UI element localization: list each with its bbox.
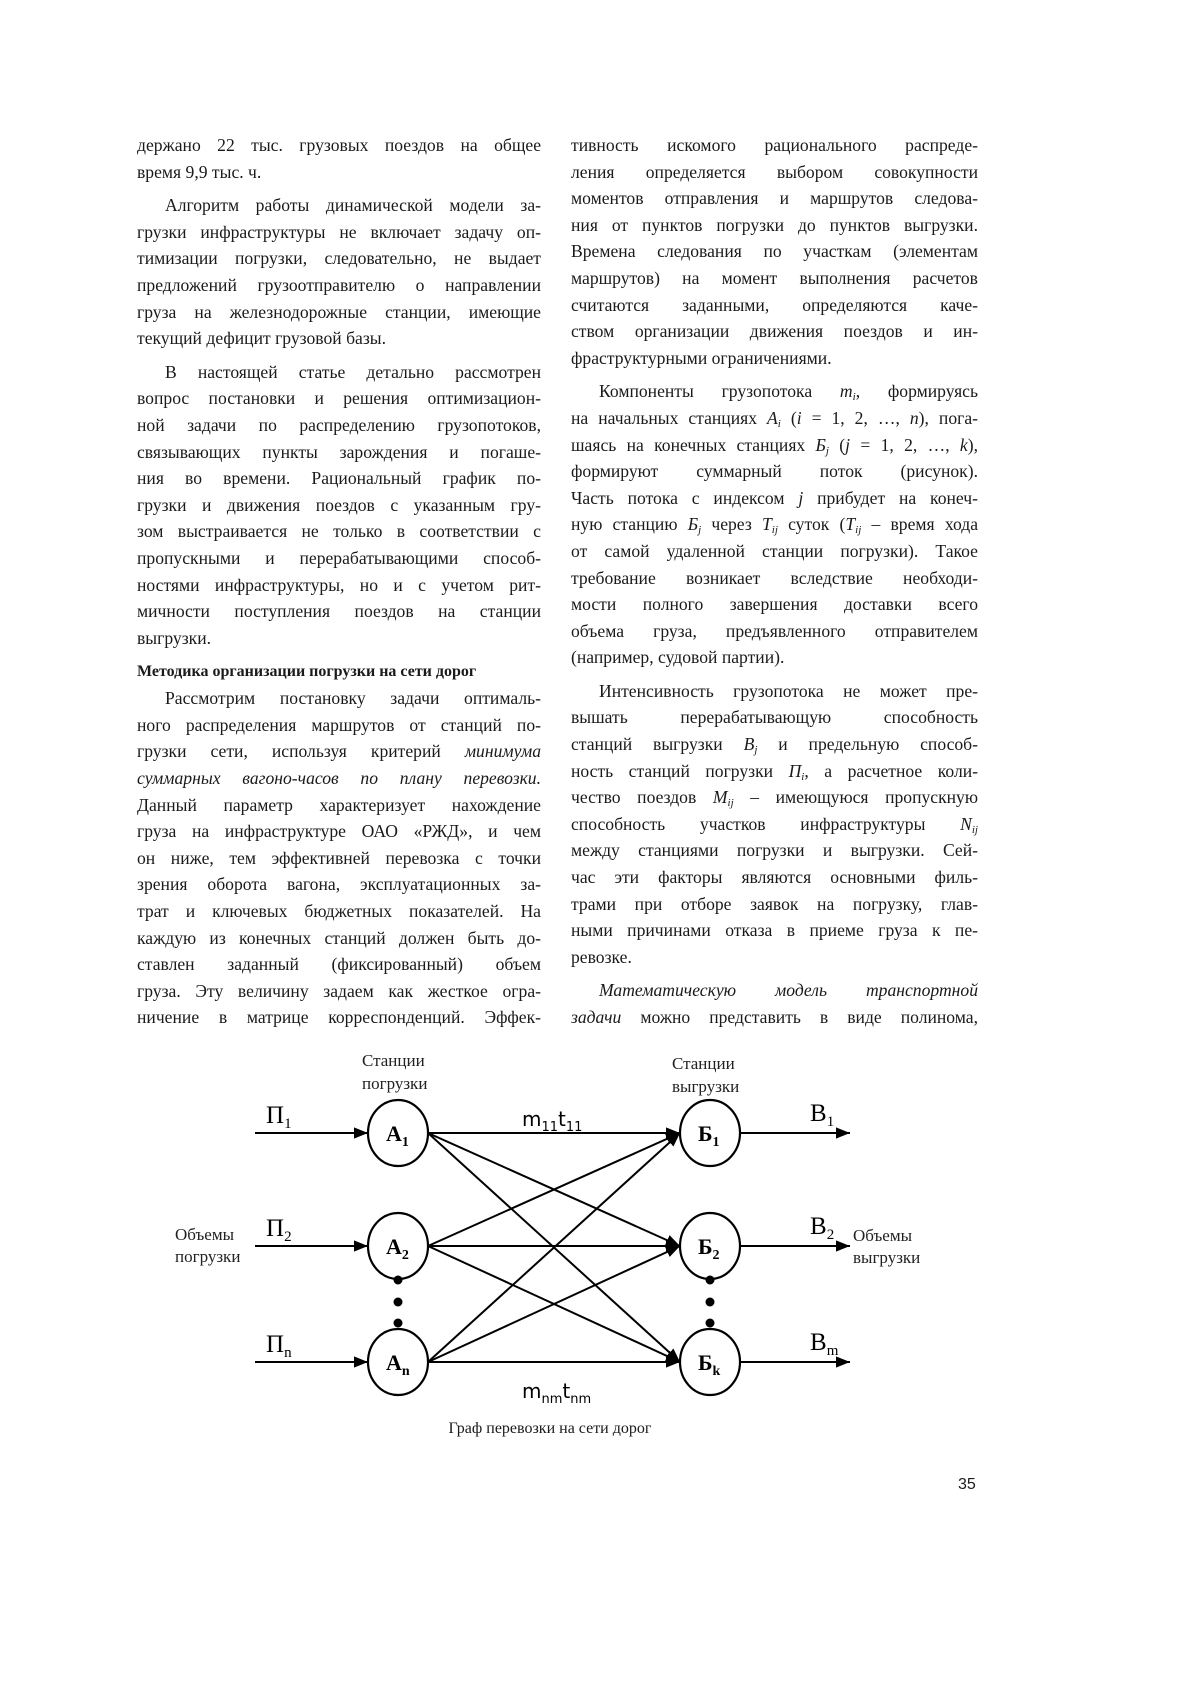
node-label: Б2: [698, 1234, 720, 1263]
text: ), пога-: [919, 408, 978, 428]
text: держано 22 тыс. грузовых поездов на общее: [137, 135, 541, 155]
text: вышать перерабатывающую способность: [571, 707, 978, 727]
italic-text: задачи: [571, 1007, 621, 1027]
text: = 1, 2, …,: [850, 435, 960, 455]
text: ставлен заданный (фиксированный) объем: [137, 954, 541, 974]
loading-volume-label: П1: [266, 1102, 292, 1132]
unloading-station-node: [680, 1213, 740, 1279]
text: ными причинами отказа в приеме груза к пе-: [571, 920, 978, 940]
text: фраструктурными ограничениями.: [571, 348, 832, 368]
subscript: i: [801, 771, 804, 783]
italic-text: j: [845, 435, 850, 455]
text: ревозке.: [571, 947, 632, 967]
text: Интенсивность грузопотока не может пре-: [599, 681, 978, 701]
edge-label-bottom: mnmtnm: [522, 1379, 591, 1407]
unloading-stations-header-2: выгрузки: [672, 1077, 739, 1096]
edge-label-top: m11t11: [522, 1107, 582, 1135]
text: шаясь на конечных станциях: [571, 435, 816, 455]
text: моментов отправления и маршрутов следова-: [571, 188, 978, 208]
text: и предельную способ-: [757, 734, 978, 754]
node-label: Бk: [698, 1350, 721, 1379]
text: ния во времени. Рациональный график по-: [137, 468, 541, 488]
text: ной задачи по распределению грузопотоков,: [137, 415, 541, 435]
text: считаются заданными, определяются каче-: [571, 295, 978, 315]
text: ного распределения маршрутов от станций по-: [137, 715, 541, 735]
loading-volume-label: Пn: [266, 1331, 292, 1361]
text: от самой удаленной станции погрузки). Такое: [571, 541, 978, 561]
text: , а расчетное коли-: [804, 761, 978, 781]
text: предложений грузоотправителю о направлении: [137, 275, 541, 295]
italic-text: T: [762, 514, 772, 534]
text: тивность искомого рационального распреде-: [571, 135, 978, 155]
text: ную станцию: [571, 514, 688, 534]
text: ния от пунктов погрузки до пунктов выгрузки.: [571, 215, 978, 235]
text: тимизации погрузки, следовательно, не выдает: [137, 248, 541, 268]
transport-graph-figure: [0, 0, 1200, 1697]
text: ность станций погрузки: [571, 761, 789, 781]
node-label: Аn: [386, 1350, 410, 1379]
subscript: j: [754, 744, 757, 756]
loading-station-node: [368, 1213, 428, 1279]
italic-text: Математическую модель транспортной: [599, 980, 978, 1000]
italic-text: П: [789, 761, 802, 781]
subscript: ij: [728, 797, 734, 809]
text: мости полного завершения доставки всего: [571, 594, 978, 614]
unloading-station-node: [680, 1100, 740, 1166]
text: мичности поступления поездов на станции: [137, 601, 541, 621]
italic-text: Б: [688, 514, 698, 534]
italic-text: k: [960, 435, 968, 455]
italic-text: N: [960, 814, 972, 834]
text: станций выгрузки: [571, 734, 744, 754]
text: связывающих пункты зарождения и погаше-: [137, 442, 541, 462]
text: Данный параметр характеризует нахождение: [137, 795, 541, 815]
text: трат и ключевых бюджетных показателей. На: [137, 901, 541, 921]
subscript: j: [826, 445, 829, 457]
subscript: ij: [772, 524, 778, 536]
italic-text: B: [744, 734, 755, 754]
italic-text: i: [797, 408, 802, 428]
text: груза на железнодорожные станции, имеющие: [137, 302, 541, 322]
italic-text: j: [798, 488, 803, 508]
text: между станциями погрузки и выгрузки. Сей-: [571, 840, 978, 860]
loading-station-node: [368, 1329, 428, 1395]
unloading-volume-label: В1: [810, 1100, 834, 1130]
text: грузки инфраструктуры не включает задачу оп-: [137, 222, 541, 242]
text: Часть потока с индексом: [571, 488, 798, 508]
text: пропускными и перерабатывающими способ-: [137, 548, 541, 568]
text: чество поездов: [571, 787, 713, 807]
text: грузки сети, используя критерий: [137, 741, 465, 761]
text: выгрузки.: [137, 628, 211, 648]
subscript: i: [778, 418, 781, 430]
loading-stations-header: Станции: [362, 1051, 425, 1070]
text: груза на инфраструктуре ОАО «РЖД», и чем: [137, 821, 541, 841]
italic-text: минимума: [465, 741, 541, 761]
text: Времена следования по участкам (элементам: [571, 241, 978, 261]
text: Компоненты грузопотока: [599, 381, 840, 401]
text: время 9,9 тыс. ч.: [137, 162, 261, 182]
italic-text: T: [845, 514, 855, 534]
text: прибудет на конеч-: [803, 488, 978, 508]
loading-volume-label: П2: [266, 1215, 292, 1245]
subscript: i: [853, 391, 856, 403]
text: ),: [968, 435, 978, 455]
unloading-volume-label: В2: [810, 1213, 834, 1243]
unloading-volumes-label-2: выгрузки: [853, 1248, 920, 1267]
text: груза. Эту величину задаем как жесткое огра-: [137, 981, 541, 1001]
text: текущий дефицит грузовой базы.: [137, 328, 386, 348]
unloading-station-node: [680, 1329, 740, 1395]
text: зрения оборота вагона, эксплуатационных за-: [137, 874, 541, 894]
text: (: [829, 435, 845, 455]
text: ления определяется выбором совокупности: [571, 162, 978, 182]
subscript: j: [698, 524, 701, 536]
text: объема груза, предъявленного отправителем: [571, 621, 978, 641]
loading-station-node: [368, 1100, 428, 1166]
text: вопрос постановки и решения оптимизацион-: [137, 388, 541, 408]
text: = 1, 2, …,: [802, 408, 910, 428]
text: ностями инфраструктуры, но и с учетом рит-: [137, 575, 541, 595]
text: грузки и движения поездов с указанным гру-: [137, 495, 541, 515]
subscript: ij: [855, 524, 861, 536]
italic-text: m: [840, 381, 853, 401]
text: способность участков инфраструктуры: [571, 814, 960, 834]
loading-volumes-label: Объемы: [175, 1225, 235, 1244]
text: на начальных станциях: [571, 408, 767, 428]
subscript: ij: [972, 824, 978, 836]
italic-text: M: [713, 787, 728, 807]
text: можно представить в виде полинома,: [621, 1007, 978, 1027]
italic-text: A: [767, 408, 778, 428]
text: через: [701, 514, 762, 534]
italic-text: n: [910, 408, 919, 428]
unloading-volume-label: Вm: [810, 1329, 839, 1359]
text: маршрутов) на момент выполнения расчетов: [571, 268, 978, 288]
text: каждую из конечных станций должен быть до-: [137, 928, 541, 948]
page-number: 35: [958, 1476, 976, 1494]
text: ством организации движения поездов и ин-: [571, 321, 978, 341]
text: – имеющуюся пропускную: [734, 787, 978, 807]
text: формируют суммарный поток (рисунок).: [571, 461, 978, 481]
italic-text: суммарных вагоно-часов по плану перевозки.: [137, 768, 541, 788]
text: (например, судовой партии).: [571, 647, 784, 667]
text: Алгоритм работы динамической модели за-: [165, 195, 541, 215]
section-heading: Методика организации погрузки на сети дорог: [137, 658, 541, 685]
figure-caption: Граф перевозки на сети дорог: [0, 1420, 1100, 1438]
loading-volumes-label-2: погрузки: [175, 1247, 240, 1266]
unloading-stations-header: Станции: [672, 1054, 735, 1073]
italic-text: Б: [816, 435, 826, 455]
text: ничение в матрице корреспонденций. Эффек-: [137, 1007, 541, 1027]
text: час эти факторы являются основными филь-: [571, 867, 978, 887]
node-label: А2: [386, 1234, 409, 1263]
text: он ниже, тем эффективней перевозка с точки: [137, 848, 541, 868]
text: Рассмотрим постановку задачи оптималь-: [165, 688, 541, 708]
text: – время хода: [861, 514, 978, 534]
text: требование возникает вследствие необходи-: [571, 568, 978, 588]
text: В настоящей статье детально рассмотрен: [165, 362, 541, 382]
text: суток (: [778, 514, 845, 534]
text: зом выстраивается не только в соответствии с: [137, 521, 541, 541]
unloading-volumes-label: Объемы: [853, 1226, 913, 1245]
text: трами при отборе заявок на погрузку, глав-: [571, 894, 978, 914]
node-label: Б1: [698, 1121, 720, 1150]
loading-stations-header-2: погрузки: [362, 1074, 427, 1093]
node-label: А1: [386, 1121, 409, 1150]
text: (: [781, 408, 797, 428]
ellipsis-dots: [394, 1276, 715, 1328]
text: , формируясь: [856, 381, 978, 401]
